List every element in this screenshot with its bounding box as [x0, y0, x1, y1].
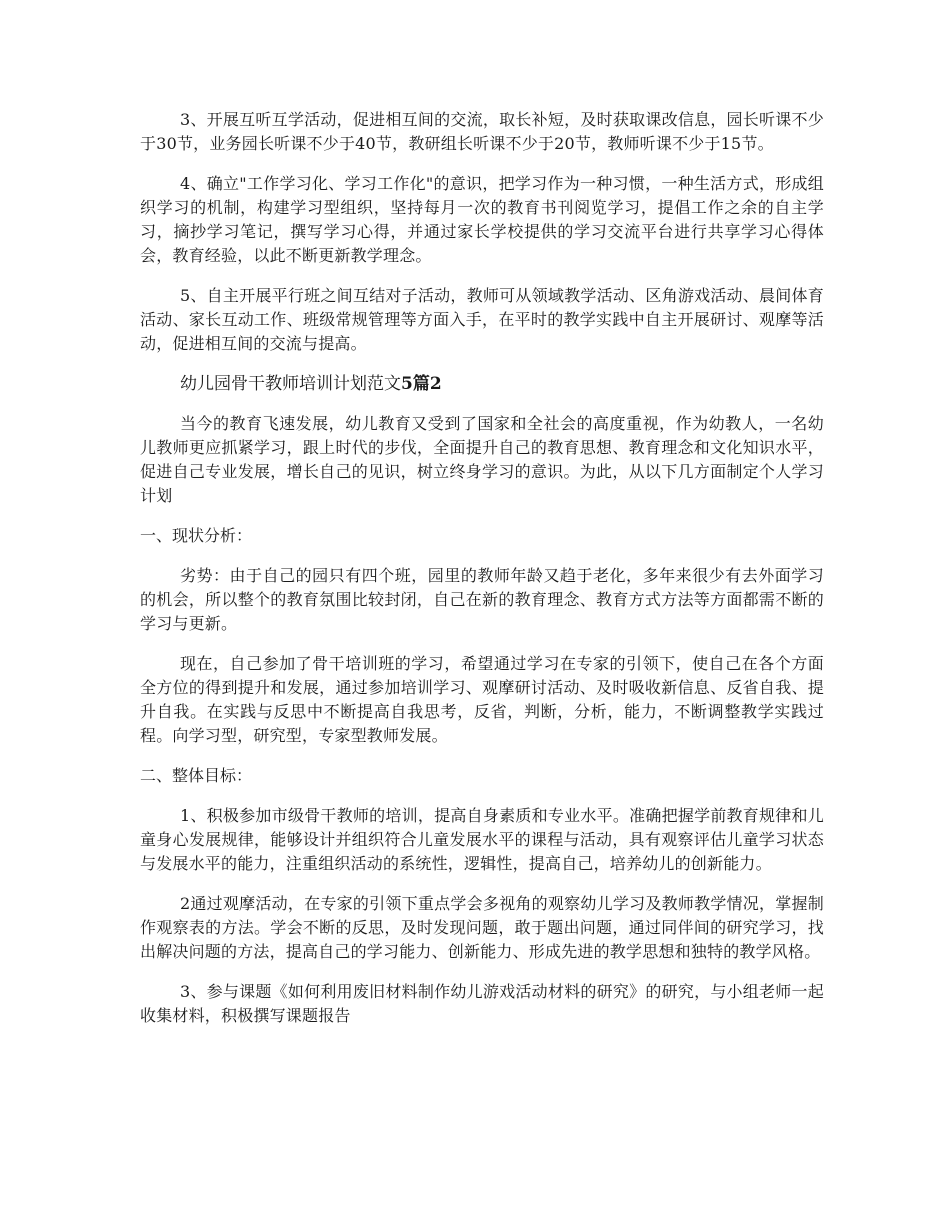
paragraph-pairing-activity: 5、自主开展平行班之间互结对子活动，教师可从领域教学活动、区角游戏活动、晨间体育活动、家长互动工作、班级常规管理等方面入手，在平时的教学实践中自主开展研讨、观摩等活动，促进相互间的交流与提高。: [140, 286, 824, 353]
paragraph-goal-3: 3、参与课题《如何利用废旧材料制作幼儿游戏活动材料的研究》的研究，与小组老师一起收集材料，积极撰写课题报告: [140, 982, 824, 1025]
paragraph-introduction: 当今的教育飞速发展，幼儿教育又受到了国家和全社会的高度重视，作为幼教人，一名幼儿教师更应抓紧学习，跟上时代的步伐，全面提升自己的教育思想、教育理念和文化知识水平，促进自己专业发展，增长自己的见识，树立终身学习的意识。为此，从以下几方面制定个人学习计划: [140, 414, 824, 505]
section-heading: [140, 372, 824, 396]
paragraph-disadvantages: 劣势：由于自己的园只有四个班，园里的教师年龄又趋于老化，多年来很少有去外面学习的机会，所以整个的教育氛围比较封闭，自己在新的教育理念、教育方式方法等方面都需不断的学习与更新。: [140, 566, 824, 633]
section-title-goals: 二、整体目标：: [140, 766, 253, 785]
section-title-status: 一、现状分析：: [140, 526, 253, 545]
paragraph-goal-2: 2通过观摩活动，在专家的引领下重点学会多视角的观察幼儿学习及教师教学情况，掌握制作观察表的方法。学会不断的反思，及时发现问题，敢于题出问题，通过同伴间的研究学习，找出解决问题的方法，提高自己的学习能力、创新能力、形成先进的教学思想和独特的教学风格。: [140, 894, 824, 961]
paragraph-goal-1: 1、积极参加市级骨干教师的培训，提高自身素质和专业水平。准确把握学前教育规律和儿童身心发展规律，能够设计并组织符合儿童发展水平的课程与活动，具有观察评估儿童学习状态与发展水平的能力，注重组织活动的系统性，逻辑性，提高自己，培养幼儿的创新能力。: [140, 806, 824, 873]
heading-number: 5篇2: [401, 374, 442, 394]
paragraph-learning-awareness: 4、确立"工作学习化、学习工作化"的意识，把学习作为一种习惯，一种生活方式，形成组织学习的机制，构建学习型组织，坚持每月一次的教育书刊阅览学习，提倡工作之余的自主学习，摘抄学习笔记，撰写学习心得，并通过家长学校提供的学习交流平台进行共享学习心得体会，教育经验，以此不断更新教学理念。: [140, 174, 824, 265]
heading-text: 幼儿园骨干教师培训计划范文: [180, 374, 401, 394]
paragraph-listening-activity: 3、开展互听互学活动，促进相互间的交流，取长补短，及时获取课改信息，园长听课不少于30节，业务园长听课不少于40节，教研组长听课不少于20节，教师听课不少于15节。: [140, 110, 824, 153]
document-page: [140, 108, 824, 1044]
paragraph-current: 现在，自己参加了骨干培训班的学习，希望通过学习在专家的引领下，使自己在各个方面全方位的得到提升和发展，通过参加培训学习、观摩研讨活动、及时吸收新信息、反省自我、提升自我。在实践与反思中不断提高自我思考，反省，判断，分析，能力，不断调整教学实践过程。向学习型，研究型，专家型教师发展。: [140, 654, 824, 745]
